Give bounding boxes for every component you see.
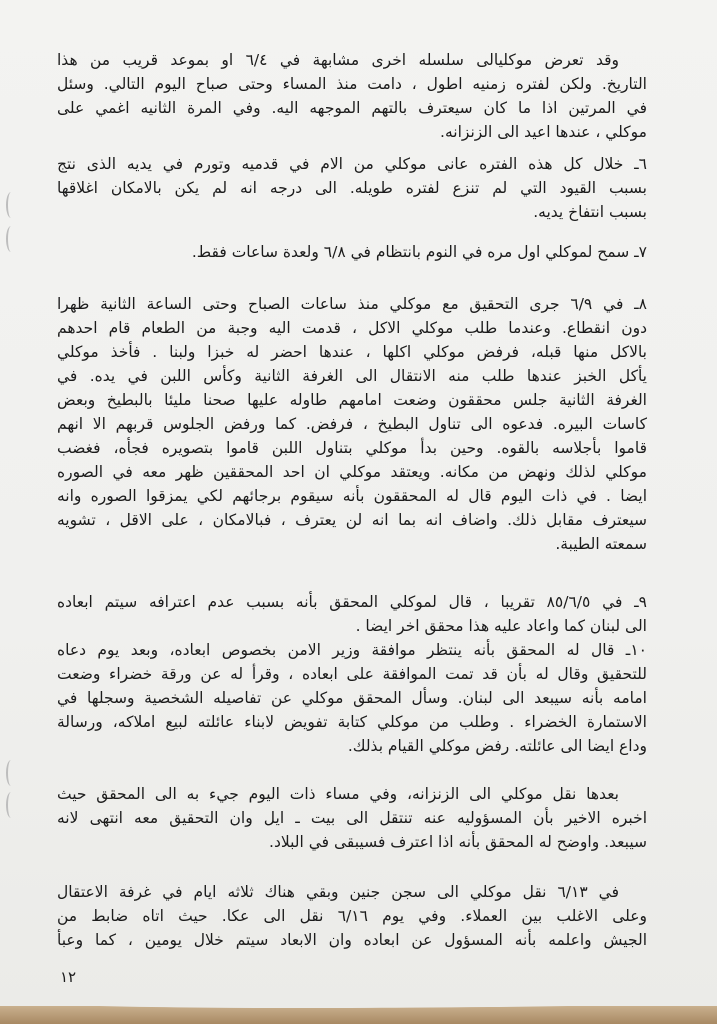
text-line: ٩ـ في ٨٥/٦/٥ تقريبا ، قال لموكلي المحقق بأنه بسبب عدم اعترافه سيتم ابعاده: [57, 593, 647, 611]
paragraph-item-6: [57, 152, 647, 224]
text-line: وداع ايضا الى عائلته. رفض موكلي القيام بذلك.: [347, 737, 647, 755]
binding-staple-mark: [6, 792, 16, 818]
text-line: كاسات البيره. فدعوه الى تناول البطيخ ، فرفض. كما ورفض الجلوس قربهم الا انهم: [57, 415, 647, 433]
text-line: بسبب القيود التي لم تنزع لفتره طويله. الى درجه انه لم يكن بالامكان اغلاقها: [57, 179, 647, 197]
paragraph-after-transfer: [57, 782, 647, 854]
text-line: يأكل الخبز عندها طلب منه الانتقال الى الغرفة الثانية وكأس اللبن في يده. في: [57, 367, 647, 385]
text-line: الجيش واعلمه بأنه المسؤول عن ابعاده وان الابعاد سيتم خلال يومين ، كما وعبأ: [57, 931, 647, 949]
text-line: سيبعد. واوضح له المحقق بأنه اذا اعترف فسيبقى في البلاد.: [269, 833, 647, 851]
text-line: بعدها نقل موكلي الى الزنزانه، وفي مساء ذات اليوم جيء به الى المحقق حيث: [57, 785, 619, 803]
text-line: سمعته الطيبة.: [555, 535, 647, 553]
page-number: ١٢: [60, 968, 77, 986]
paragraph-item-9: [57, 590, 647, 638]
paragraph-june-13: [57, 880, 647, 952]
text-line: موكلي ، عندها اعيد الى الزنزانه.: [440, 123, 647, 141]
text-line: دون انقطاع. وعندما طلب موكلي الاكل ، قدمت اليه وجبة من الطعام قام احدهم: [57, 319, 647, 337]
text-line: في المرتين اذا ما كان سيعترف بالتهم الموجهه اليه. وفي المرة الثانيه اغمي على: [57, 99, 647, 117]
text-line: ٨ـ في ٦/٩ جرى التحقيق مع موكلي منذ ساعات الصباح وحتى الساعة الثانية ظهرا: [57, 295, 647, 313]
text-line: وعلى الاغلب بين العملاء. وفي يوم ٦/١٦ نقل الى عكا. حيث اتاه ضابط من: [57, 907, 648, 925]
binding-staple-mark: [6, 760, 16, 786]
paragraph-item-7: [57, 240, 647, 264]
text-line: للتحقيق وقال له بأن قد تمت الموافقة على ابعاده ، وقرأ له عن ورقة خضراء وضعت: [57, 665, 647, 683]
text-line: ايضا . في ذات اليوم قال له المحققون بأنه سيقوم برجائهم لكي يمزقوا الصوره وانه: [57, 487, 647, 505]
text-line: الاستمارة الخضراء . وطلب من موكلي كتابة تفويض لابناء عائلته لبيع املاكه، ورسالة: [57, 713, 647, 731]
text-line: وقد تعرض موكليالى سلسله اخرى مشابهة في ٦/٤ او بموعد قريب من هذا: [57, 51, 619, 69]
paragraph-item-10: [57, 638, 647, 758]
text-line: قاموا بأجلاسه بالقوه. وحين بدأ موكلي بتناول اللبن قاموا بتصويره فجأه، فغضب: [57, 439, 647, 457]
paragraph-item-8: [57, 292, 647, 556]
text-line: الغرفة الثانية جلس محققون وضعت امامهم طاوله عليها صحنا مليئا بالبطيخ وبعض: [57, 391, 647, 409]
text-line: بسبب انتفاخ يديه.: [533, 203, 647, 221]
text-line: سيعترف مقابل ذلك. واضاف انه بما انه لن يعترف ، فبالامكان ، على الاقل ، تشويه: [57, 511, 647, 529]
text-line: ١٠ـ قال له المحقق بأنه ينتظر موافقة وزير الامن بخصوص ابعاده، وبعد يوم دعاه: [57, 641, 647, 659]
text-line: امامه بأنه سيبعد الى لبنان. وسأل المحقق موكلي عن تفاصيله الشخصية وسجلها في: [57, 689, 647, 707]
text-line: بالاكل منها قبله، فرفض موكلي اكلها ، عندها احضر له خبزا ولبنا . فأخذ موكلي: [57, 343, 647, 361]
binding-staple-mark: [6, 192, 16, 218]
text-line: اخبره الاخير بأن المسؤوليه عنه تنتقل الى بيت ـ ايل وان التحقيق معه انتهى لانه: [57, 809, 647, 827]
paragraph-intro: [57, 48, 647, 144]
binding-staple-mark: [6, 226, 16, 252]
text-line: ٦ـ خلال كل هذه الفتره عانى موكلي من الام في قدميه وتورم في يديه الذى نتج: [57, 155, 647, 173]
text-line: في ٦/١٣ نقل موكلي الى سجن جنين وبقي هناك ثلاثه ايام في غرفة الاعتقال: [57, 883, 619, 901]
text-line: ٧ـ سمح لموكلي اول مره في النوم بانتظام في ٦/٨ ولعدة ساعات فقط.: [191, 243, 647, 261]
text-line: موكلي لذلك ونهض من مكانه. ويعتقد موكلي ان احد المحققين ظهر معه في الصوره: [57, 463, 647, 481]
table-surface-edge: [0, 1006, 717, 1024]
text-line: التاريخ. ولكن لفتره زمنيه اطول ، دامت منذ المساء وحتى صباح اليوم التالي. وسئل: [57, 75, 647, 93]
text-line: الى لبنان كما واعاد عليه هذا محقق اخر ايضا .: [355, 617, 647, 635]
